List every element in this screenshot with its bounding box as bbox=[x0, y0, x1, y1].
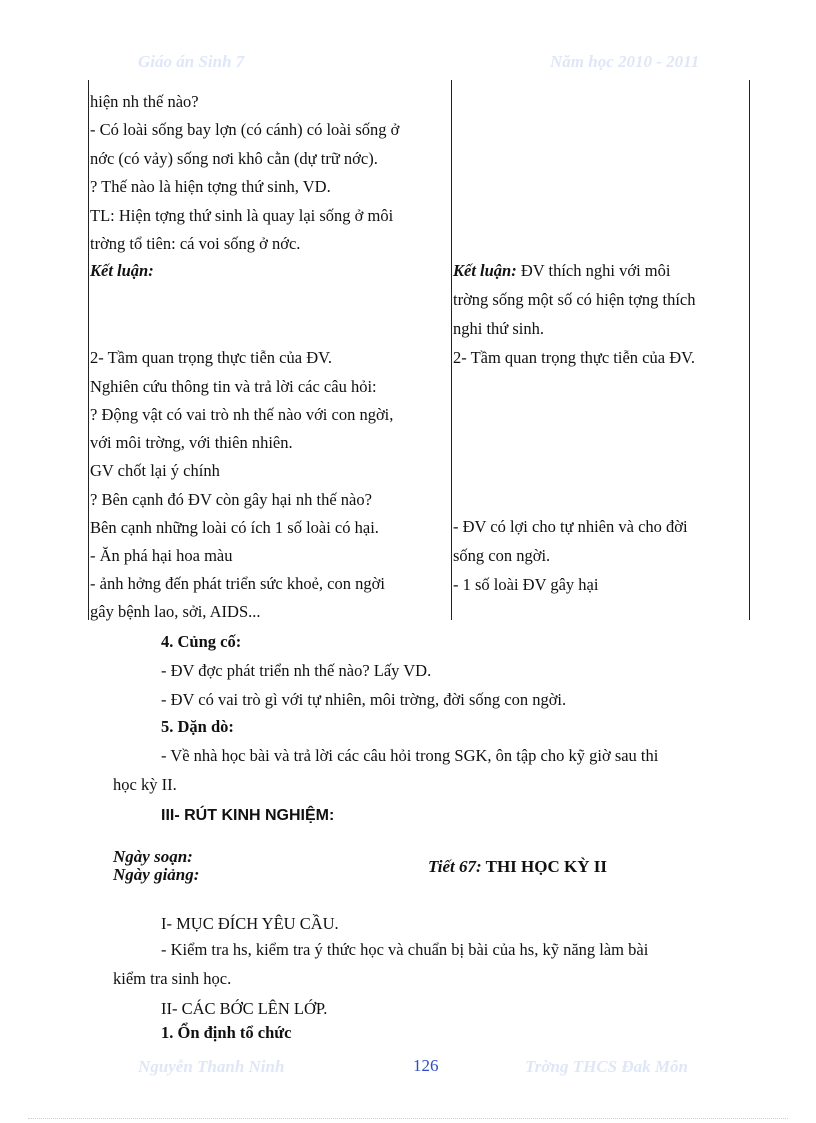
left-line: GV chốt lại ý chính bbox=[90, 461, 220, 480]
right-line: nghi thứ sinh. bbox=[453, 319, 544, 338]
left-line: - ảnh hởng đến phát triển sức khoẻ, con ngời bbox=[90, 574, 385, 593]
right-ket-luan-line bbox=[453, 261, 670, 281]
cung-co-item: - ĐV có vai trò gì với tự nhiên, môi trờng, đời sống con ngời. bbox=[161, 690, 567, 709]
right-line: 2- Tầm quan trọng thực tiễn của ĐV. bbox=[453, 348, 696, 367]
cung-co-item: - ĐV đợc phát triển nh thế nào? Lấy VD. bbox=[161, 661, 432, 680]
left-line: ? Thế nào là hiện tợng thứ sinh, VD. bbox=[90, 177, 331, 196]
table-border-left bbox=[88, 80, 89, 620]
left-line: nớc (có vảy) sống nơi khô cằn (dự trữ nớc). bbox=[90, 149, 378, 168]
tiet-title: THI HỌC KỲ II bbox=[481, 857, 607, 876]
dan-do-item: - Về nhà học bài và trả lời các câu hỏi trong SGK, ôn tập cho kỹ giờ sau thi bbox=[161, 746, 659, 765]
left-line: Bên cạnh những loài có ích 1 số loài có hại. bbox=[90, 518, 379, 537]
right-line: - ĐV có lợi cho tự nhiên và cho đời bbox=[453, 517, 688, 536]
footer-left: Nguyễn Thanh Ninh bbox=[138, 1057, 285, 1076]
left-line: trờng tổ tiên: cá voi sống ở nớc. bbox=[90, 234, 301, 253]
tiet-heading bbox=[428, 857, 607, 877]
rut-kinh-nghiem-heading: III- RÚT KINH NGHIỆM: bbox=[161, 807, 335, 824]
left-line: 2- Tầm quan trọng thực tiễn của ĐV. bbox=[90, 348, 333, 367]
right-line: sống con ngời. bbox=[453, 546, 551, 565]
table-border-right bbox=[749, 80, 750, 620]
table-border-middle bbox=[451, 80, 452, 620]
left-ket-luan-label: Kết luận: bbox=[90, 261, 154, 280]
left-line: - Có loài sống bay lợn (có cánh) có loài sống ở bbox=[90, 120, 400, 139]
lesson-table bbox=[88, 80, 750, 620]
on-dinh-heading: 1. Ổn định tổ chức bbox=[161, 1023, 292, 1042]
left-line: hiện nh thế nào? bbox=[90, 92, 199, 111]
right-ket-luan-text: ĐV thích nghi với môi bbox=[516, 261, 671, 280]
right-line: trờng sống một số có hiện tợng thích bbox=[453, 290, 696, 309]
left-line: gây bệnh lao, sởi, AIDS... bbox=[90, 602, 261, 621]
left-line: Nghiên cứu thông tin và trả lời các câu hỏi: bbox=[90, 377, 377, 396]
dan-do-title: 5. Dặn dò: bbox=[161, 717, 234, 736]
muc-dich-heading: I- MỤC ĐÍCH YÊU CẦU. bbox=[161, 914, 339, 933]
page-number: 126 bbox=[413, 1056, 439, 1075]
left-line: TL: Hiện tợng thứ sinh là quay lại sống ở môi bbox=[90, 206, 394, 225]
left-line: ? Bên cạnh đó ĐV còn gây hại nh thế nào? bbox=[90, 490, 372, 509]
page-bottom-border bbox=[28, 1118, 788, 1119]
footer-right: Trờng THCS Đak Môn bbox=[525, 1057, 688, 1076]
dan-do-item-cont: học kỳ II. bbox=[113, 775, 177, 794]
cac-buoc-heading: II- CÁC BỚC LÊN LỚP. bbox=[161, 999, 328, 1018]
ngay-soan: Ngày soạn: bbox=[113, 847, 193, 866]
right-ket-luan-label: Kết luận: bbox=[453, 261, 517, 280]
tiet-label: Tiết 67: bbox=[428, 857, 482, 876]
header-left: Giáo án Sinh 7 bbox=[138, 52, 245, 71]
right-line: - 1 số loài ĐV gây hại bbox=[453, 575, 599, 594]
left-line: ? Động vật có vai trò nh thế nào với con ngời, bbox=[90, 405, 394, 424]
left-line: - Ăn phá hại hoa màu bbox=[90, 546, 233, 565]
left-line: với môi trờng, với thiên nhiên. bbox=[90, 433, 293, 452]
muc-dich-item: - Kiểm tra hs, kiểm tra ý thức học và chuẩn bị bài của hs, kỹ năng làm bài bbox=[161, 940, 649, 959]
header-right: Năm học 2010 - 2011 bbox=[550, 52, 700, 71]
cung-co-title: 4. Củng cố: bbox=[161, 632, 242, 651]
muc-dich-item-cont: kiểm tra sinh học. bbox=[113, 969, 232, 988]
ngay-giang: Ngày giảng: bbox=[113, 865, 200, 884]
